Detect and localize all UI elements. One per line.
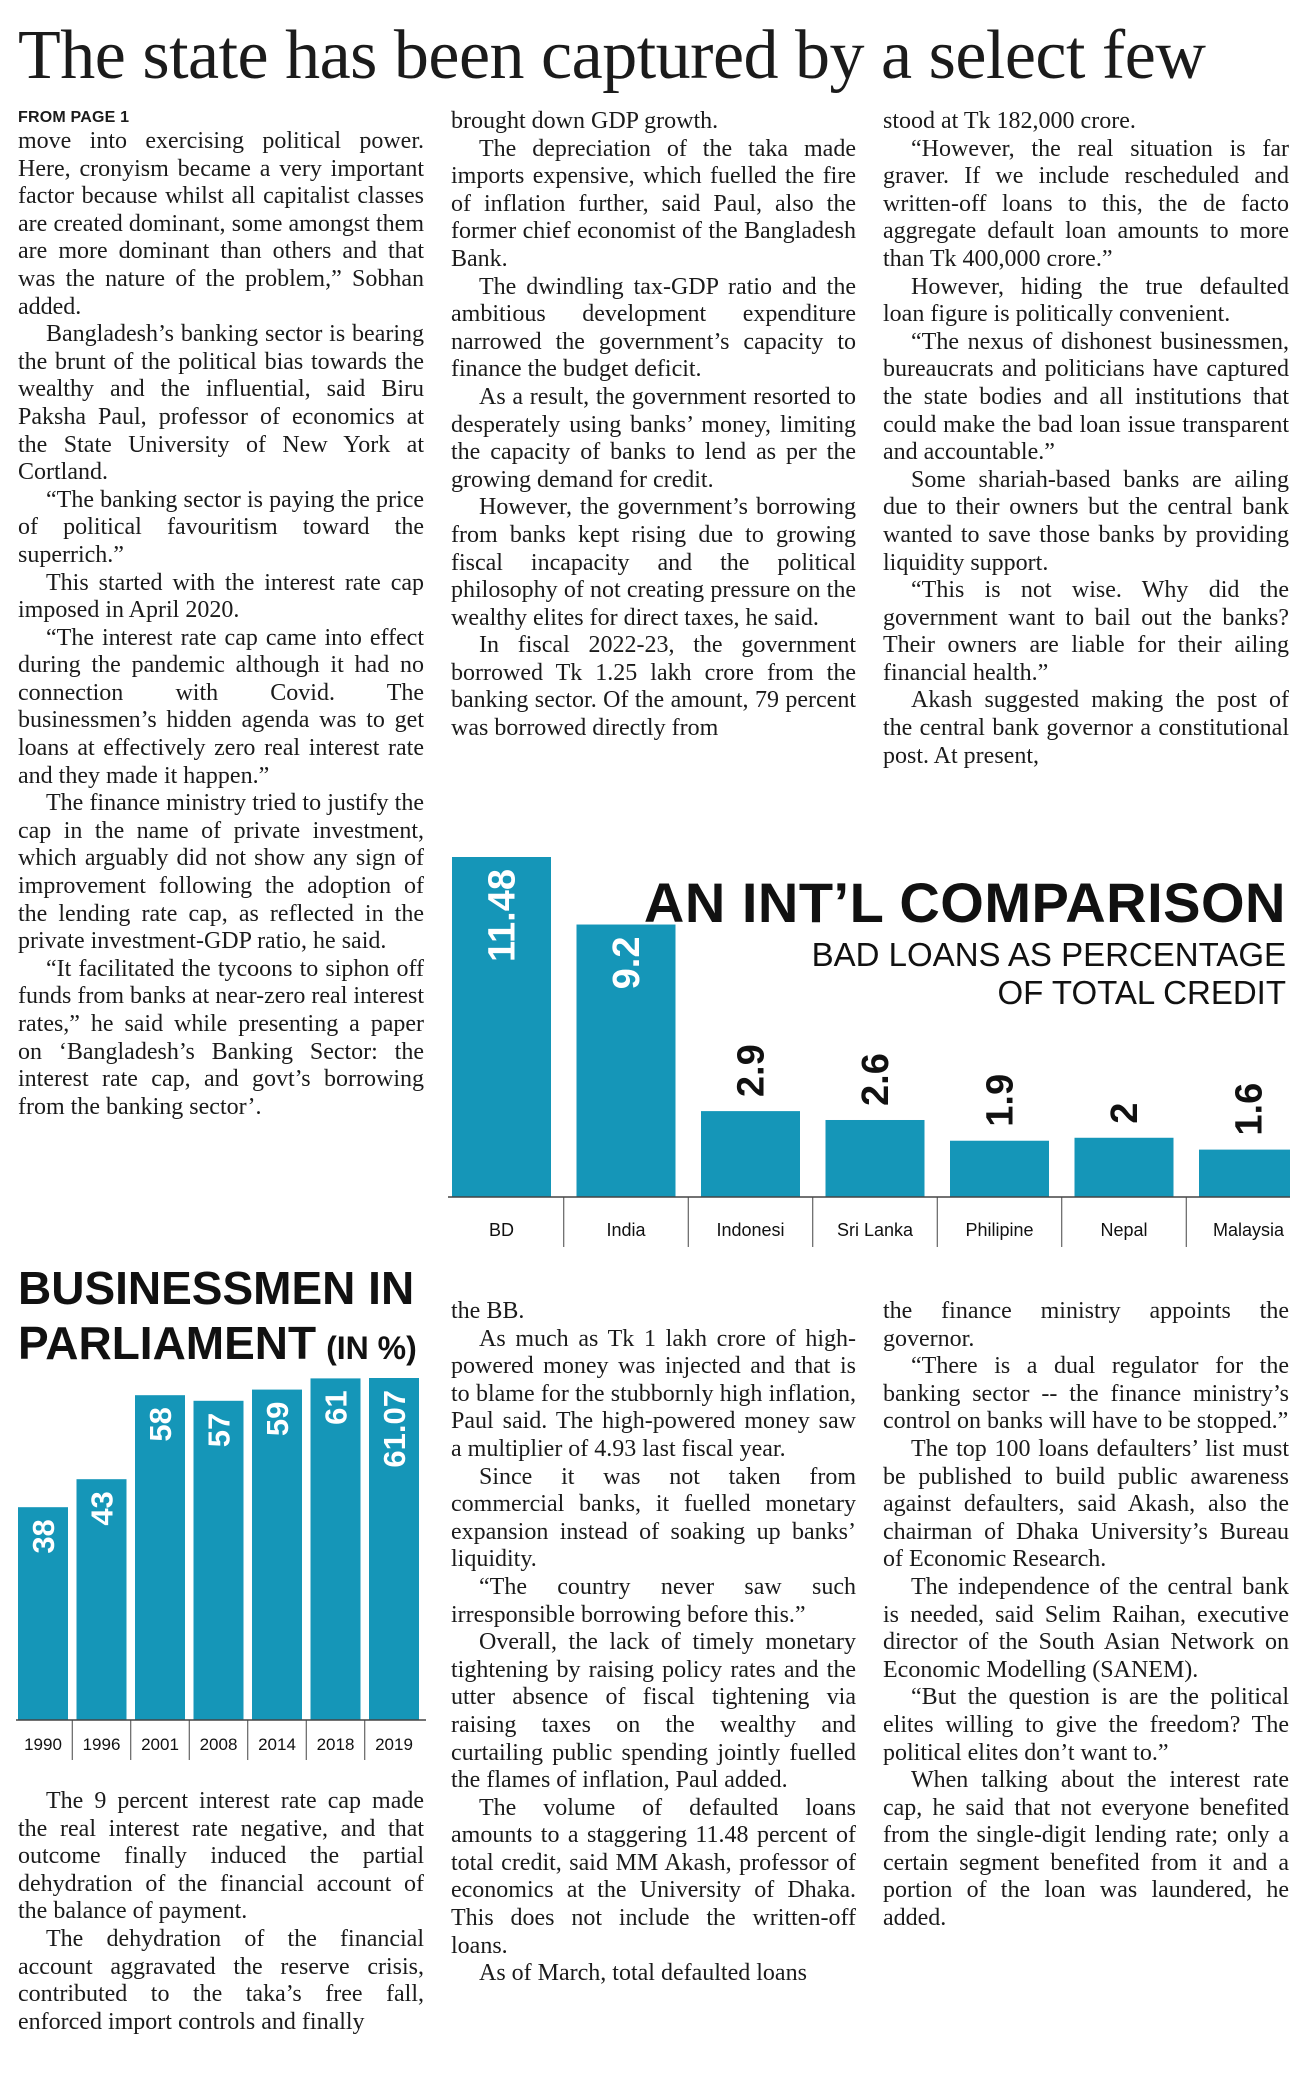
paragraph: the BB. (451, 1298, 525, 1324)
data-label: 61.07 (377, 1390, 412, 1468)
bar-malaysia (1199, 1150, 1290, 1197)
paragraph: move into exercising political power. Here, cronyism became a very important factor because whilst all capitalist classes are created dominant, some amongst them are more dominant than others and that was the nature of the problem,” Sobhan added. (18, 128, 424, 320)
chart-title-suffix: (IN %) (326, 1330, 417, 1366)
paragraph: Since it was not taken from commercial banks, it fuelled monetary expansion instead of soaking up banks’ liquidity. (451, 1463, 856, 1573)
headline: The state has been captured by a select few (18, 17, 1206, 94)
category-label: Malaysia (1212, 1220, 1285, 1240)
paragraph: “But the question is are the political elites willing to give the freedom? The political elites don’t want to.” (883, 1684, 1289, 1766)
paragraph: the finance ministry appoints the governor. (883, 1298, 1289, 1352)
paragraph: In fiscal 2022-23, the government borrowed Tk 1.25 lakh crore from the banking sector. Of the amount, 79 percent was borrowed directly from (451, 632, 856, 742)
category-label: Sri Lanka (836, 1220, 914, 1240)
intl-comparison-chart (448, 852, 1290, 1252)
article-column-top-left (18, 108, 424, 1121)
paragraph: “The banking sector is paying the price of political favouritism toward the superrich.” (18, 486, 424, 568)
category-label: Philipine (965, 1220, 1034, 1240)
bar-indonesi (701, 1111, 800, 1197)
category-label: BD (488, 1220, 515, 1240)
data-label: 1.9 (979, 1073, 1022, 1127)
paragraph: Some shariah-based banks are ailing due to their owners but the central bank wanted to save those banks by providing liquidity support. (883, 466, 1289, 576)
category-label: 2014 (258, 1735, 296, 1754)
data-label: 9.2 (606, 936, 648, 990)
paragraph: The dehydration of the financial account aggravated the reserve crisis, contributed to the taka’s free fall, enforced import controls and finally (18, 1925, 424, 2035)
chart-title: PARLIAMENT (IN %) (18, 1317, 417, 1369)
category-label: India (606, 1220, 646, 1240)
paragraph: “The interest rate cap came into effect during the pandemic although it had no connection with Covid. The businessmen’s hidden agenda was to get loans at effectively zero real interest rate and they made it happen.” (18, 624, 424, 789)
paragraph: The volume of defaulted loans amounts to a staggering 11.48 percent of total credit, said MM Akash, professor of economics at the University of Dhaka. This does not include the written-off loans. (451, 1794, 856, 1959)
paragraph: This started with the interest rate cap imposed in April 2020. (18, 569, 424, 624)
paragraph: “This is not wise. Why did the government want to bail out the banks? Their owners are liable for their ailing financial health.” (883, 577, 1289, 686)
paragraph: Akash suggested making the post of the central bank governor a constitutional post. At present, (883, 687, 1289, 769)
data-label: 1.6 (1228, 1082, 1271, 1136)
article-column-bottom-right (883, 1298, 1289, 1933)
paragraph: “However, the real situation is far graver. If we include rescheduled and written-off loans to this, the de facto aggregate default loan amounts to more than Tk 400,000 crore.” (883, 135, 1289, 272)
paragraph: stood at Tk 182,000 crore. (883, 108, 1136, 134)
chart-subtitle: BAD LOANS AS PERCENTAGE (811, 936, 1286, 973)
category-label: 1990 (24, 1735, 62, 1754)
paragraph: “There is a dual regulator for the banking sector -- the finance ministry’s control on banks will have to be stopped.” (883, 1353, 1289, 1435)
paragraph: Bangladesh’s banking sector is bearing the brunt of the political bias towards the wealthy and the influential, said Biru Paksha Paul, professor of economics at the State University of New York at Cortland. (18, 321, 424, 486)
data-label: 59 (260, 1401, 295, 1437)
bar-nepal (1075, 1138, 1174, 1197)
category-label: 2018 (316, 1735, 355, 1754)
category-label: 2001 (141, 1735, 179, 1754)
data-label: 58 (143, 1407, 178, 1442)
chart-title: AN INT’L COMPARISON (643, 871, 1286, 934)
article-column-bottom-left (18, 1788, 424, 2036)
data-label: 57 (201, 1412, 237, 1448)
paragraph: “The country never saw such irresponsible borrowing before this.” (451, 1573, 856, 1628)
category-label: 2008 (199, 1735, 238, 1754)
category-label: Indonesi (716, 1220, 785, 1240)
paragraph: As much as Tk 1 lakh crore of high-powered money was injected and that is to blame for the stubbornly high inflation, Paul said. The high-powered money saw a multiplier of 4.93 last fiscal year. (451, 1325, 856, 1462)
data-label: 2 (1104, 1102, 1146, 1124)
article-column-top-middle (451, 108, 856, 743)
data-label: 61 (318, 1390, 354, 1425)
paragraph: brought down GDP growth. (451, 108, 719, 134)
data-label: 43 (84, 1491, 120, 1526)
bar-2018 (311, 1378, 361, 1720)
paragraph: Overall, the lack of timely monetary tightening by raising policy rates and the utter absence of fiscal tightening via raising taxes on the wealthy and curtailing public spending jointly fuelled the flames of inflation, Paul added. (451, 1629, 856, 1794)
paragraph: The dwindling tax-GDP ratio and the ambitious development expenditure narrowed the government’s capacity to finance the budget deficit. (451, 273, 856, 383)
article-column-bottom-middle (451, 1298, 856, 1988)
kicker: FROM PAGE 1 (18, 109, 130, 126)
paragraph: The 9 percent interest rate cap made the real interest rate negative, and that outcome finally induced the partial dehydration of the financial account of the balance of payment. (18, 1788, 424, 1925)
businessmen-parliament-chart (16, 1268, 426, 1768)
category-label: 1996 (82, 1735, 121, 1754)
paragraph: “The nexus of dishonest businessmen, bureaucrats and politicians have captured the state bodies and all institutions that could make the bad loan issue transparent and accountable.” (883, 328, 1289, 466)
bar-sri-lanka (826, 1120, 925, 1197)
paragraph: As a result, the government resorted to desperately using banks’ money, limiting the capacity of banks to lend as per the growing demand for credit. (451, 383, 856, 493)
paragraph: The top 100 loans defaulters’ list must be published to build public awareness against defaulters, said Akash, also the chairman of Dhaka University’s Bureau of Economic Research. (883, 1435, 1289, 1573)
article-column-top-right (883, 108, 1289, 770)
bar-2008 (194, 1401, 244, 1720)
data-label: 2.9 (730, 1044, 773, 1098)
data-label: 2.6 (855, 1053, 897, 1106)
bar-2001 (135, 1395, 185, 1720)
bar-2014 (252, 1390, 302, 1720)
bar-philipine (950, 1141, 1049, 1197)
paragraph: The independence of the central bank is needed, said Selim Raihan, executive director of the South Asian Network on Economic Modelling (SANEM). (883, 1573, 1289, 1683)
data-label: 38 (26, 1519, 61, 1554)
paragraph: However, hiding the true defaulted loan figure is politically convenient. (883, 273, 1289, 328)
chart-subtitle: OF TOTAL CREDIT (997, 974, 1286, 1011)
data-label: 11.48 (481, 869, 524, 962)
paragraph: “It facilitated the tycoons to siphon off funds from banks at near-zero real interest rates,” he said while presenting a paper on ‘Bangladesh’s Banking Sector: the interest rate cap, and govt’s borrowing from the banking sector’. (18, 955, 425, 1120)
paragraph: The finance ministry tried to justify the cap in the name of private investment, which arguably did not show any sign of improvement following the adoption of the lending rate cap, as reflected in the private investment-GDP ratio, he said. (18, 790, 424, 955)
chart-title: BUSINESSMEN IN (18, 1268, 415, 1314)
paragraph: As of March, total defaulted loans (479, 1960, 807, 1987)
category-label: 2019 (375, 1735, 413, 1754)
category-label: Nepal (1100, 1220, 1148, 1240)
paragraph: When talking about the interest rate cap, he said that not everyone benefited from the single-digit lending rate; only a certain segment benefited from it and a portion of the loan was laundered, he added. (883, 1767, 1289, 1932)
paragraph: However, the government’s borrowing from banks kept rising due to growing fiscal incapacity and the political philosophy of not creating pressure on the wealthy elites for direct taxes, he said. (451, 494, 856, 631)
paragraph: The depreciation of the taka made imports expensive, which fuelled the fire of inflation further, said Paul, also the former chief economist of the Bangladesh Bank. (451, 135, 856, 272)
